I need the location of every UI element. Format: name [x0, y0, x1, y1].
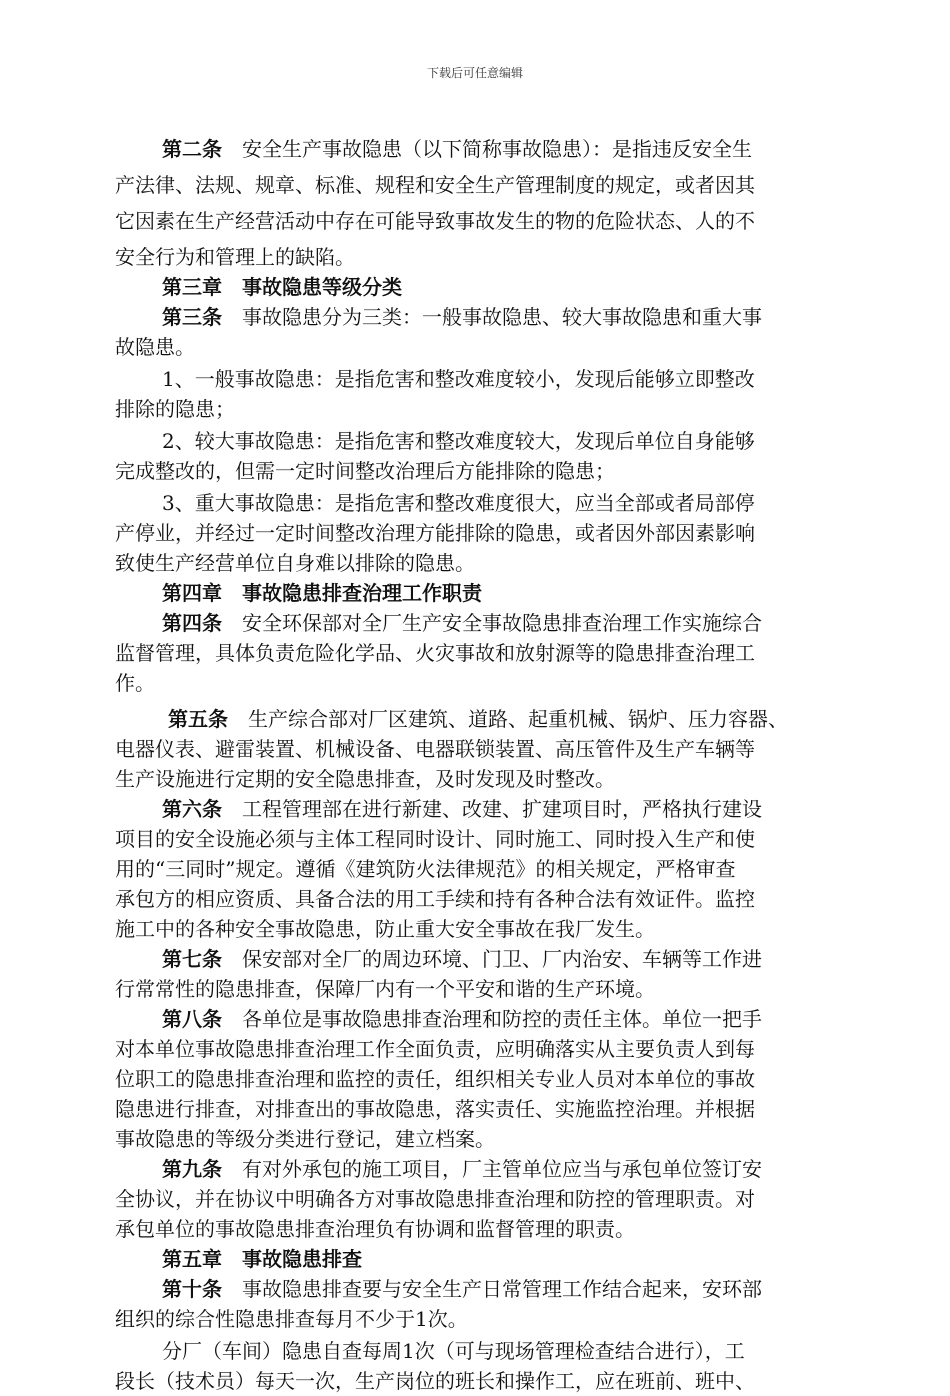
line-text: 2、较大事故隐患：是指危害和整改难度较大，发现后单位自身能够	[162, 429, 755, 453]
text-line	[115, 1184, 850, 1214]
line-text: 排除的隐患；	[115, 397, 235, 421]
line-text: 事故隐患的等级分类进行登记，建立档案。	[115, 1127, 495, 1151]
line-text: 生产设施进行定期的安全隐患排查，及时发现及时整改。	[115, 767, 615, 791]
text-line	[115, 608, 850, 638]
article-label: 第四条	[162, 611, 222, 635]
line-text: 事故隐患排查要与安全生产日常管理工作结合起来，安环部	[222, 1277, 762, 1301]
text-line	[115, 1274, 850, 1304]
line-text: 承包方的相应资质、具备合法的用工手续和持有各种合法有效证件。监控	[115, 887, 755, 911]
text-line	[115, 488, 850, 518]
article-label: 第五条	[168, 707, 228, 731]
line-text: 有对外承包的施工项目，厂主管单位应当与承包单位签订安	[222, 1157, 762, 1181]
line-text: 组织的综合性隐患排查每月不少于1次。	[115, 1307, 468, 1331]
text-line	[115, 302, 850, 332]
text-line	[115, 1214, 850, 1244]
line-text: 项目的安全设施必须与主体工程同时设计、同时施工、同时投入生产和使	[115, 827, 755, 851]
line-text: 分厂（车间）隐患自查每周1次（可与现场管理检查结合进行），工	[162, 1339, 745, 1363]
text-line	[115, 1366, 850, 1396]
line-text: 3、重大事故隐患：是指危害和整改难度很大，应当全部或者局部停	[162, 491, 755, 515]
line-text: 生产综合部对厂区建筑、道路、起重机械、锅炉、压力容器、	[228, 707, 788, 731]
line-text: 产停业，并经过一定时间整改治理方能排除的隐患，或者因外部因素影响	[115, 521, 755, 545]
article-label: 第二条	[162, 137, 222, 161]
chapter-heading	[115, 1244, 850, 1274]
text-line	[115, 1304, 850, 1334]
line-text: 故隐患。	[115, 335, 195, 359]
article-label: 第九条	[162, 1157, 222, 1181]
line-text: 电器仪表、避雷装置、机械设备、电器联锁装置、高压管件及生产车辆等	[115, 737, 755, 761]
text-line	[115, 704, 850, 734]
line-text: 保安部对全厂的周边环境、门卫、厂内治安、车辆等工作进	[222, 947, 762, 971]
line-text: 安全环保部对全厂生产安全事故隐患排查治理工作实施综合	[222, 611, 762, 635]
text-line	[115, 1336, 850, 1366]
line-text: 段长（技术员）每天一次，生产岗位的班长和操作工，应在班前、班中、	[115, 1369, 755, 1393]
line-text: 承包单位的事故隐患排查治理负有协调和监督管理的职责。	[115, 1217, 635, 1241]
chapter-heading	[115, 578, 850, 608]
text-line	[115, 884, 850, 914]
article-label: 第六条	[162, 797, 222, 821]
document-body	[115, 128, 850, 1396]
text-line	[115, 914, 850, 944]
text-line	[115, 242, 850, 272]
chapter-heading	[115, 272, 850, 302]
line-text: 全协议，并在协议中明确各方对事故隐患排查治理和防控的管理职责。对	[115, 1187, 755, 1211]
line-text: 产法律、法规、规章、标准、规程和安全生产管理制度的规定，或者因其	[115, 173, 755, 197]
line-text: 致使生产经营单位自身难以排除的隐患。	[115, 551, 475, 575]
line-text: 完成整改的，但需一定时间整改治理后方能排除的隐患；	[115, 459, 615, 483]
line-text: 施工中的各种安全事故隐患，防止重大安全事故在我厂发生。	[115, 917, 655, 941]
line-text: 安全行为和管理上的缺陷。	[115, 245, 355, 269]
article-label: 第三条	[162, 305, 222, 329]
text-line	[115, 548, 850, 578]
text-line	[115, 854, 850, 884]
text-line	[115, 794, 850, 824]
article-label: 第八条	[162, 1007, 222, 1031]
line-text: 位职工的隐患排查治理和监控的责任，组织相关专业人员对本单位的事故	[115, 1067, 755, 1091]
article-label: 第七条	[162, 947, 222, 971]
text-line	[115, 764, 850, 794]
line-text: 事故隐患分为三类：一般事故隐患、较大事故隐患和重大事	[222, 305, 762, 329]
text-line	[115, 974, 850, 1004]
text-line	[115, 456, 850, 486]
line-text: 工程管理部在进行新建、改建、扩建项目时，严格执行建设	[222, 797, 762, 821]
text-line	[115, 364, 850, 394]
text-line	[115, 1064, 850, 1094]
text-line	[115, 668, 850, 698]
text-line	[115, 944, 850, 974]
text-line	[115, 1154, 850, 1184]
line-text: 作。	[115, 671, 155, 695]
text-line	[115, 518, 850, 548]
line-text: 第五章 事故隐患排查	[162, 1247, 362, 1271]
line-text: 它因素在生产经营活动中存在可能导致事故发生的物的危险状态、人的不	[115, 209, 755, 233]
text-line	[115, 1094, 850, 1124]
text-line	[115, 734, 850, 764]
text-line	[115, 134, 850, 164]
line-text: 安全生产事故隐患（以下简称事故隐患）：是指违反安全生	[222, 137, 752, 161]
text-line	[115, 1034, 850, 1064]
line-text: 各单位是事故隐患排查治理和防控的责任主体。单位一把手	[222, 1007, 762, 1031]
text-line	[115, 824, 850, 854]
text-line	[115, 394, 850, 424]
page-header: 下载后可任意编辑	[426, 66, 523, 80]
text-line	[115, 1124, 850, 1154]
text-line	[115, 206, 850, 236]
line-text: 监督管理，具体负责危险化学品、火灾事故和放射源等的隐患排查治理工	[115, 641, 755, 665]
text-line	[115, 426, 850, 456]
article-label: 第十条	[162, 1277, 222, 1301]
line-text: 隐患进行排查，对排查出的事故隐患，落实责任、实施监控治理。并根据	[115, 1097, 755, 1121]
text-line	[115, 638, 850, 668]
line-text: 用的“三同时”规定。遵循《建筑防火法律规范》的相关规定，严格审查	[115, 857, 736, 881]
line-text: 对本单位事故隐患排查治理工作全面负责，应明确落实从主要负责人到每	[115, 1037, 755, 1061]
text-line	[115, 1004, 850, 1034]
line-text: 1、一般事故隐患：是指危害和整改难度较小，发现后能够立即整改	[162, 367, 755, 391]
line-text: 第四章 事故隐患排查治理工作职责	[162, 581, 482, 605]
line-text: 行常常性的隐患排查，保障厂内有一个平安和谐的生产环境。	[115, 977, 655, 1001]
line-text: 第三章 事故隐患等级分类	[162, 275, 402, 299]
text-line	[115, 332, 850, 362]
text-line	[115, 170, 850, 200]
